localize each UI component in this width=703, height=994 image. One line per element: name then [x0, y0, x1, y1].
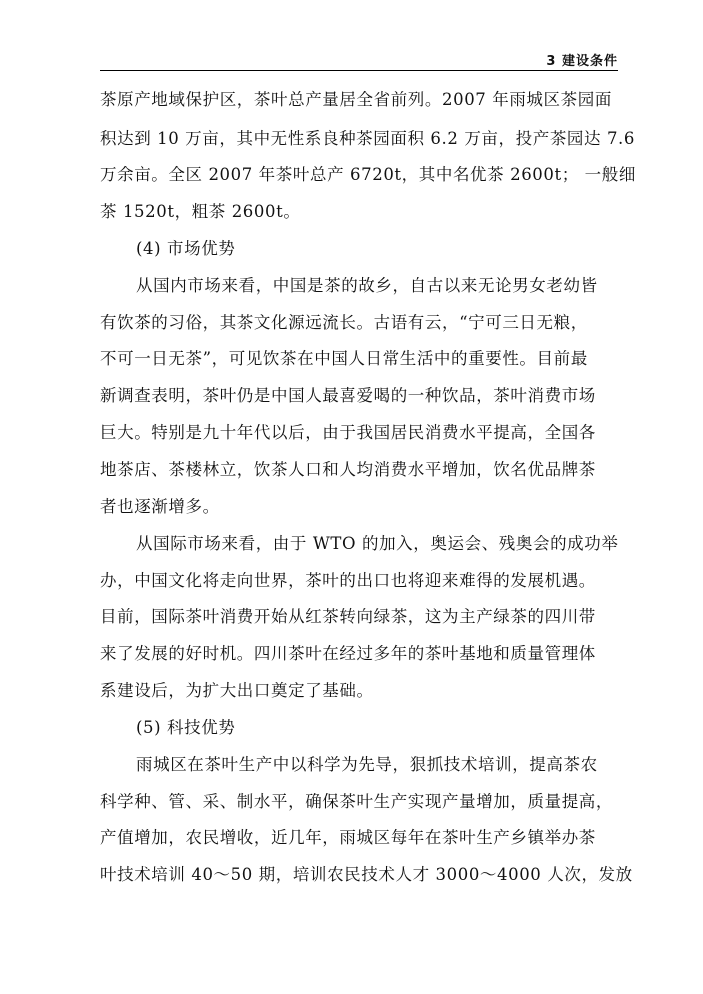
paragraph-line: 茶原产地域保护区，茶叶总产量居全省前列。2007 年雨城区茶园面	[100, 90, 612, 109]
page-header	[100, 48, 618, 71]
paragraph-line: 科学种、管、采、制水平，确保茶叶生产实现产量增加，质量提高，	[100, 792, 613, 811]
paragraph-line: 积达到 10 万亩，其中无性系良种茶园面积 6.2 万亩，投产茶园达 7.6	[100, 129, 636, 148]
paragraph-line: 产值增加，农民增收，近几年，雨城区每年在茶叶生产乡镇举办茶	[100, 828, 596, 847]
paragraph-line: 目前，国际茶叶消费开始从红茶转向绿茶，这为主产绿茶的四川带	[100, 607, 596, 626]
paragraph-line: 叶技术培训 40～50 期，培训农民技术人才 3000～4000 人次，发放	[100, 865, 633, 884]
paragraph-line: 者也逐渐增多。	[100, 497, 220, 516]
paragraph-line: 茶 1520t，粗茶 2600t。	[100, 202, 301, 221]
paragraph-line: 不可一日无茶”，可见饮茶在中国人日常生活中的重要性。目前最	[100, 349, 588, 368]
paragraph-line: 来了发展的好时机。四川茶叶在经过多年的茶叶基地和质量管理体	[100, 644, 596, 663]
paragraph-line: 巨大。特别是九十年代以后，由于我国居民消费水平提高，全国各	[100, 423, 596, 442]
paragraph-line: 系建设后，为扩大出口奠定了基础。	[100, 681, 374, 700]
paragraph-line: 办，中国文化将走向世界，茶叶的出口也将迎来难得的发展机遇。	[100, 571, 596, 590]
section-title: 3 建设条件	[546, 54, 618, 69]
paragraph-line: 从国际市场来看，由于 WTO 的加入，奥运会、残奥会的成功举	[136, 534, 619, 553]
paragraph-line: 地茶店、茶楼林立，饮茶人口和人均消费水平增加，饮名优品牌茶	[100, 460, 596, 479]
paragraph-line: 有饮茶的习俗，其茶文化源远流长。古语有云，“宁可三日无粮，	[100, 313, 588, 332]
paragraph-line: 万余亩。全区 2007 年茶叶总产 6720t，其中名优茶 2600t； 一般细	[100, 165, 636, 184]
paragraph-line: 从国内市场来看，中国是茶的故乡，自古以来无论男女老幼皆	[136, 276, 598, 295]
section-heading: (4) 市场优势	[136, 239, 236, 258]
paragraph-line: 雨城区在茶叶生产中以科学为先导，狠抓技术培训，提高茶农	[136, 755, 598, 774]
section-heading: (5) 科技优势	[136, 718, 236, 737]
paragraph-line: 新调查表明，茶叶仍是中国人最喜爱喝的一种饮品，茶叶消费市场	[100, 386, 596, 405]
